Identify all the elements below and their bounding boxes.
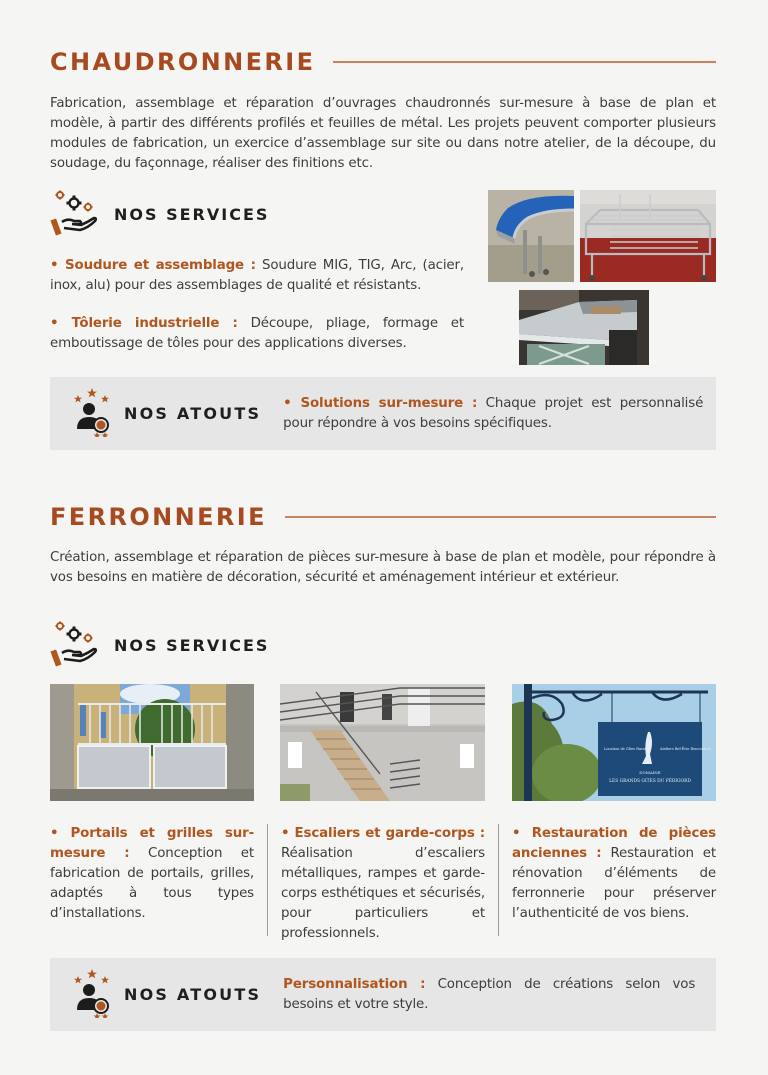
sign-text-left: Location de Gîtes Ruraux xyxy=(604,747,650,751)
ferronnerie-services-heading xyxy=(50,619,269,671)
chaudronnerie-services-heading xyxy=(50,188,269,240)
service-item-title: • Portails et grilles sur-mesure : xyxy=(50,826,254,861)
atouts-text xyxy=(283,975,695,1015)
service-item-title: • Restauration de pièces anciennes : xyxy=(512,826,716,861)
ferronnerie-intro: Création, assemblage et réparation de pièces sur-mesure à base de plan et modèle, pour répondre à vos besoins en matière de décoration, sécurité et aménagement intérieur et extérieur. xyxy=(50,550,716,585)
service-item-soudure xyxy=(50,256,464,296)
ferronnerie-atouts xyxy=(50,958,716,1031)
staircase-photo xyxy=(280,684,485,801)
steel-counter-photo xyxy=(519,290,649,365)
gate-photo xyxy=(50,684,254,801)
user-award-icon xyxy=(72,968,112,1022)
atouts-title: Personnalisation : xyxy=(283,976,426,992)
atouts-description: Chaque projet est personnalisé pour répondre à vos besoins spécifiques. xyxy=(283,395,704,431)
service-item-title: • Tôlerie industrielle : xyxy=(50,316,238,331)
service-item-text: Découpe, pliage, formage et emboutissage de tôles pour des applications diverses. xyxy=(50,316,464,351)
service-item-text: Soudure MIG, TIG, Arc, (acier, inox, alu) pour des assemblages de qualité et résistants. xyxy=(50,258,464,293)
section-title-ferronnerie: FERRONNERIE xyxy=(50,503,267,531)
service-item-escaliers xyxy=(281,824,485,944)
sign-text-domaine: DOMAINE xyxy=(639,770,661,775)
hand-gears-icon xyxy=(50,188,100,240)
title-divider xyxy=(333,61,716,63)
title-divider xyxy=(285,516,716,518)
atouts-description: Conception de créations selon vos besoins et votre style. xyxy=(283,976,696,1012)
service-item-text: Restauration et rénovation d’éléments de ferronnerie pour préserver l’authenticité de vos biens. xyxy=(512,846,716,921)
atouts-title: • Solutions sur-mesure : xyxy=(283,395,478,411)
column-divider xyxy=(498,824,499,936)
hand-gears-icon xyxy=(50,619,100,671)
sign-bracket-photo xyxy=(512,684,716,801)
atouts-label: NOS ATOUTS xyxy=(124,404,262,423)
service-item-text: Conception et fabrication de portails, grilles, adaptés à tous types d’installations. xyxy=(50,846,254,921)
column-divider xyxy=(267,824,268,936)
atouts-text xyxy=(283,394,703,434)
service-item-text: Réalisation d’escaliers métalliques, rampes et garde-corps esthétiques et sécurisés, pour particuliers et professionnels. xyxy=(281,846,485,941)
user-award-icon xyxy=(72,387,112,441)
service-item-title: • Escaliers et garde-corps : xyxy=(281,826,485,841)
curved-conveyor-photo xyxy=(488,190,574,282)
service-item-portails xyxy=(50,824,254,924)
service-item-restauration xyxy=(512,824,716,924)
service-item-title: • Soudure et assemblage : xyxy=(50,258,256,273)
services-label: NOS SERVICES xyxy=(114,635,270,655)
services-label: NOS SERVICES xyxy=(114,204,270,224)
ferronnerie-header xyxy=(50,503,716,531)
service-item-tolerie xyxy=(50,314,464,354)
chaudronnerie-intro: Fabrication, assemblage et réparation d’ouvrages chaudronnés sur-mesure à base de plan et modèle, à partir des différents profilés et feuilles de métal. Les projets peuvent comporter plusieurs modules de fabrication, un exercice d’assemblage sur site ou dans notre atelier, de la découpe, du soudage, du façonnage, réaliser des finitions etc. xyxy=(50,96,716,171)
sign-text-name: LES GRANDS GITES DU PÉRIGORD xyxy=(609,779,691,784)
section-title-chaudronnerie: CHAUDRONNERIE xyxy=(50,48,316,76)
atouts-label: NOS ATOUTS xyxy=(124,985,262,1004)
chaudronnerie-header xyxy=(50,48,716,76)
metal-rack-photo xyxy=(580,190,716,282)
sign-text-right: Ateliers Bel-Être Rencontres xyxy=(660,747,711,751)
chaudronnerie-atouts xyxy=(50,377,716,450)
